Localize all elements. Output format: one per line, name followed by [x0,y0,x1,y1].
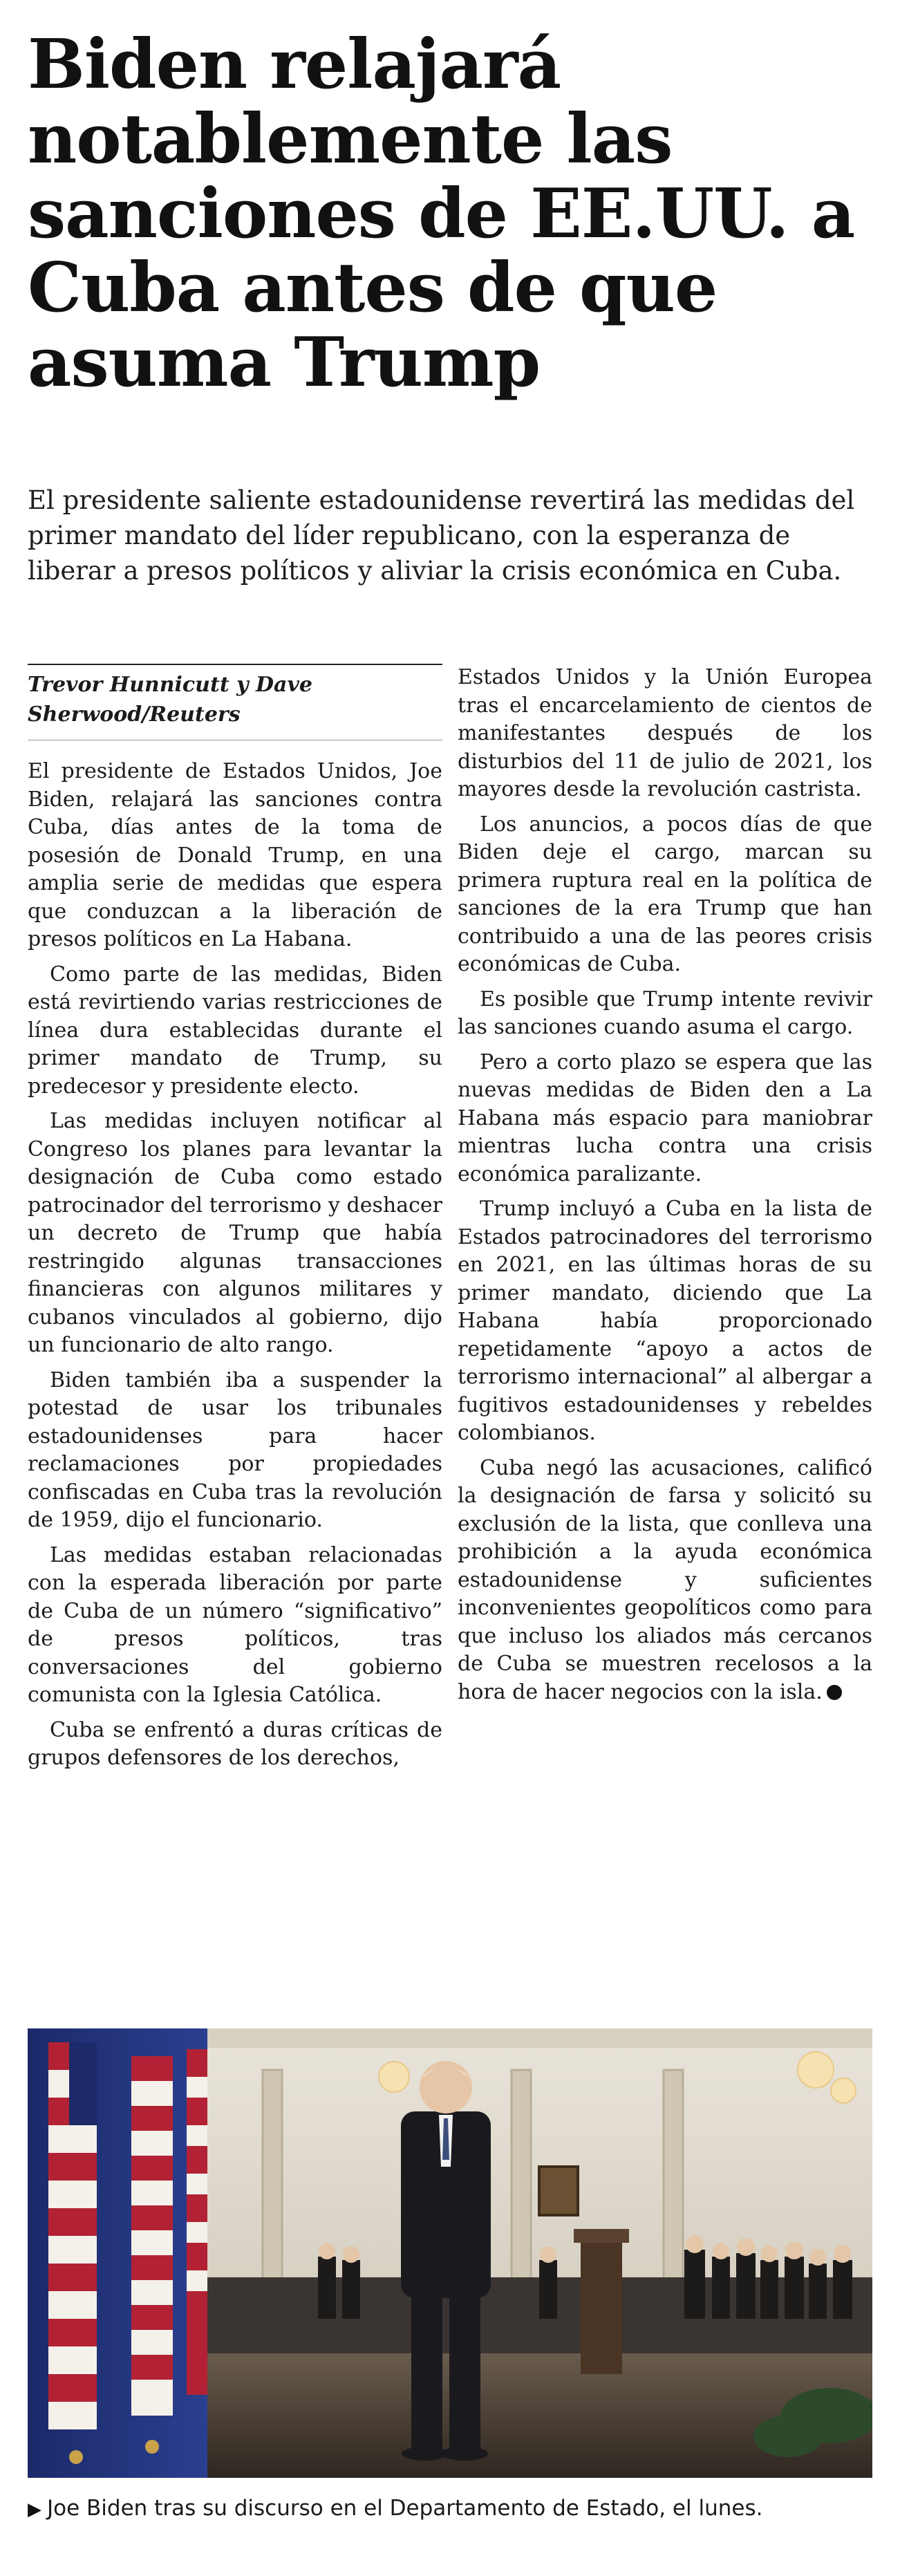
subhead: El presidente saliente estadounidense revertirá las medidas del primer mandato del líder republicano, con la esperanza de liberar a presos políticos y aliviar la crisis económica en Cuba. [28,485,855,586]
article-body-right-column [458,664,872,1713]
play-triangle-icon: ▶ [28,2499,41,2520]
byline-top-rule [28,664,442,665]
body-paragraph [458,1455,872,1707]
photo-caption-text: Joe Biden tras su discurso en el Departamento de Estado, el lunes. [47,2496,763,2521]
body-paragraph: Las medidas incluyen notificar al Congreso los planes para levantar la designación de Cuba como estado patrocinador del terrorismo y deshacer un decreto de Trump que había restringido algunas transacciones financieras con algunos militares y cubanos vinculados al gobierno, dijo un funcionario de alto rango. [28,1109,442,1357]
body-paragraph: Como parte de las medidas, Biden está revirtiendo varias restricciones de línea dura establecidas durante el primer mandato de Trump, su predecesor y presidente electo. [28,962,442,1099]
article-body-left-column [28,758,442,1780]
body-paragraph: Estados Unidos y la Unión Europea tras el encarcelamiento de cientos de manifestantes después de los disturbios del 11 de julio de 2021, los mayores desde la revolución castrista. [458,665,872,801]
body-paragraph: Trump incluyó a Cuba en la lista de Estados patrocinadores del terrorismo en 2021, en las últimas horas de su primer mandato, diciendo que La Habana había proporcionado repetidamente “apoyo a actos de terrorismo internacional” al albergar a fugitivos estadounidenses y rebeldes colombianos. [458,1197,872,1445]
body-paragraph: Biden también iba a suspender la potestad de usar los tribunales estadounidenses para hacer reclamaciones por propiedades confiscadas en Cuba tras la revolución de 1959, dijo el funcionario. [28,1368,442,1532]
body-paragraph: Cuba se enfrentó a duras críticas de grupos defensores de los derechos, [28,1717,442,1770]
photo-caption [28,2494,878,2522]
news-photo [28,2028,872,2478]
body-paragraph: Pero a corto plazo se espera que las nuevas medidas de Biden den a La Habana más espacio para maniobrar mientras lucha contra una crisis económica paralizante. [458,1049,872,1186]
body-paragraph: Los anuncios, a pocos días de que Biden deje el cargo, marcan su primera ruptura real en la política de sanciones de la era Trump que han contribuido a una de las peores crisis económicas de Cuba. [458,812,872,976]
body-paragraph: Es posible que Trump intente revivir las sanciones cuando asuma el cargo. [458,987,872,1039]
byline: Trevor Hunnicutt y Dave Sherwood/Reuters [28,673,312,727]
body-paragraph: El presidente de Estados Unidos, Joe Biden, relajará las sanciones contra Cuba, días antes de la toma de posesión de Donald Trump, en una amplia serie de medidas que espera que conduzcan a la liberación de presos políticos en La Habana. [28,759,442,951]
headline: Biden relajará notablemente las sanciones de EE.UU. a Cuba antes de que asuma Trump [28,25,855,403]
end-of-article-icon [827,1685,842,1700]
body-paragraph: Las medidas estaban relacionadas con la esperada liberación por parte de Cuba de un número “significativo” de presos políticos, tras conversaciones del gobierno comunista con la Iglesia Católica. [28,1542,442,1707]
body-paragraph-text: Cuba negó las acusaciones, calificó la designación de farsa y solicitó su exclusión de la lista, que conlleva una prohibición a la ayuda económica estadounidense y suficientes inconvenientes geopolíticos como para que incluso los aliados más cercanos de Cuba se muestren recelosos a la hora de hacer negocios con la isla. [458,1455,872,1704]
